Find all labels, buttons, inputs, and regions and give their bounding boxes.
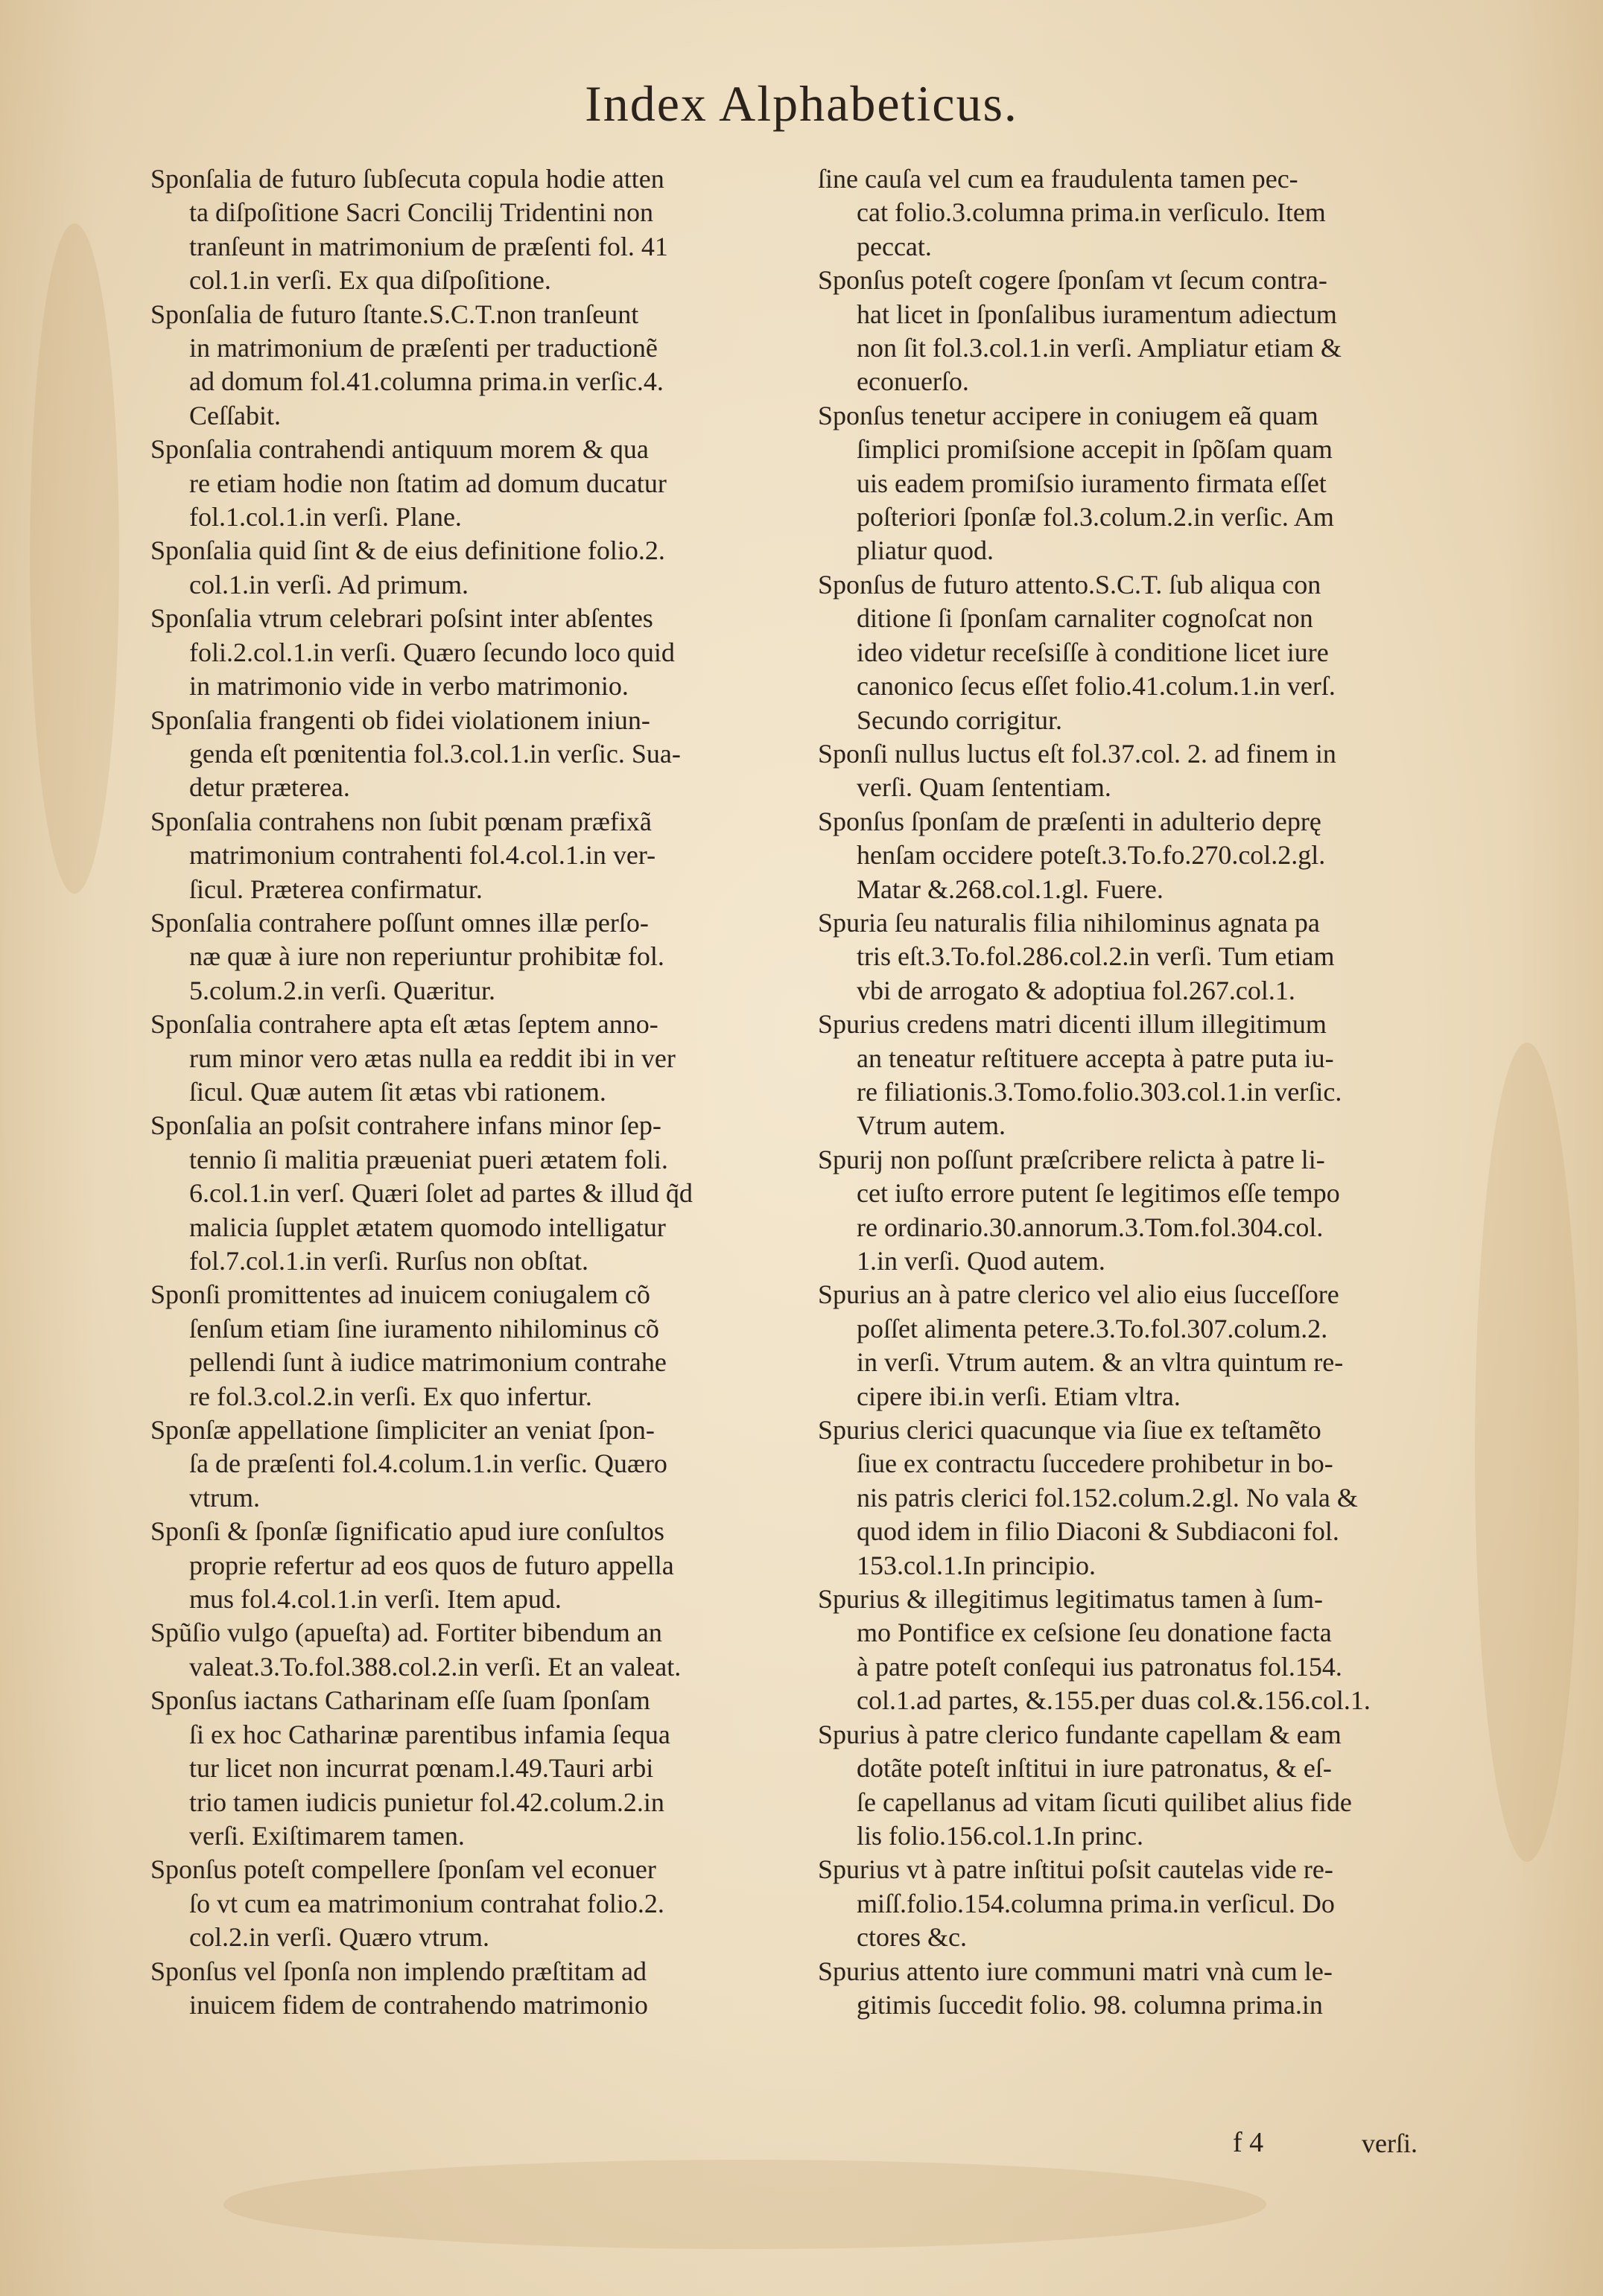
- entry-line: tur licet non incurrat pœnam.l.49.Tauri arbi: [189, 1753, 654, 1784]
- paper-stain: [30, 223, 119, 894]
- entry-line: col.1.in verſi. Ad primum.: [189, 569, 469, 600]
- entry-line: poſſet alimenta petere.3.To.fol.307.colum.2.: [857, 1313, 1328, 1343]
- entry-line: detur præterea.: [189, 772, 350, 803]
- entry-line: an teneatur reſtituere accepta à patre puta iu-: [857, 1043, 1334, 1073]
- index-entry: [150, 162, 787, 298]
- entry-line: ſicul. Præterea confirmatur.: [189, 874, 483, 904]
- index-entry: [818, 162, 1455, 264]
- index-entry: [818, 1008, 1455, 1143]
- entry-line: Sponſalia contrahere poſſunt omnes illæ perſo-: [150, 907, 649, 938]
- entry-line: Sponſi promittentes ad inuicem coniugalem cõ: [150, 1279, 650, 1310]
- entry-line: valeat.3.To.fol.388.col.2.in verſi. Et an valeat.: [189, 1651, 682, 1682]
- entry-line: nis patris clerici fol.152.colum.2.gl. No vala &: [857, 1482, 1358, 1513]
- index-entry: [150, 1955, 787, 2023]
- entry-line: Sponſi nullus luctus eſt fol.37.col. 2. ad finem in: [818, 738, 1336, 769]
- entry-line: ſo vt cum ea matrimonium contrahat folio.2.: [189, 1888, 664, 1918]
- index-entry: [818, 1143, 1455, 1279]
- entry-line: tennio ſi malitia præueniat pueri ætatem foli.: [189, 1144, 668, 1174]
- entry-line: Sponſalia an poſsit contrahere infans minor ſep-: [150, 1110, 661, 1141]
- entry-line: Secundo corrigitur.: [857, 705, 1062, 735]
- entry-line: dotãte poteſt inſtitui in iure patronatus, & eſ-: [857, 1753, 1332, 1784]
- entry-line: Spurius an à patre clerico vel alio eius ſucceſſore: [818, 1279, 1339, 1310]
- entry-line: peccat.: [857, 231, 932, 261]
- index-entry: [150, 1515, 787, 1616]
- index-entry: [150, 906, 787, 1008]
- left-column: [150, 162, 787, 2022]
- entry-line: re etiam hodie non ſtatim ad domum ducatur: [189, 468, 667, 498]
- entry-line: Spurius & illegitimus legitimatus tamen à ſum-: [818, 1584, 1323, 1615]
- index-entry: [150, 704, 787, 805]
- entry-line: ſicul. Quæ autem ſit ætas vbi rationem.: [189, 1076, 606, 1107]
- entry-line: 6.col.1.in verſ. Quæri ſolet ad partes & illud q̃d: [189, 1178, 693, 1209]
- index-entry: [150, 1616, 787, 1684]
- entry-line: gitimis ſuccedit folio. 98. columna prima.in: [857, 1989, 1323, 2020]
- entry-line: mo Pontifice ex ceſsione ſeu donatione facta: [857, 1618, 1332, 1648]
- entry-line: col.2.in verſi. Quæro vtrum.: [189, 1922, 489, 1953]
- entry-line: col.1.ad partes, &.155.per duas col.&.156.col.1.: [857, 1685, 1371, 1716]
- entry-line: Sponſus de futuro attento.S.C.T. ſub aliqua con: [818, 569, 1321, 600]
- entry-line: Ceſſabit.: [189, 400, 281, 430]
- entry-line: Sponſalia frangenti ob fidei violationem iniun-: [150, 705, 650, 735]
- entry-line: Spurius à patre clerico fundante capellam & eam: [818, 1719, 1342, 1749]
- entry-line: ſine cauſa vel cum ea fraudulenta tamen pec-: [818, 164, 1298, 194]
- entry-line: canonico ſecus eſſet folio.41.colum.1.in verſ.: [857, 671, 1336, 702]
- index-entry: [818, 1853, 1455, 1954]
- entry-line: Matar &.268.col.1.gl. Fuere.: [857, 874, 1164, 904]
- entry-line: Vtrum autem.: [857, 1110, 1006, 1141]
- entry-line: Spurij non poſſunt præſcribere relicta à patre li-: [818, 1144, 1325, 1174]
- index-entry: [818, 1583, 1455, 1718]
- entry-line: ſiue ex contractu ſuccedere prohibetur in bo-: [857, 1448, 1333, 1479]
- index-entry: [150, 602, 787, 703]
- entry-line: quod idem in filio Diaconi & Subdiaconi fol.: [857, 1516, 1339, 1547]
- entry-line: rum minor vero ætas nulla ea reddit ibi in ver: [189, 1043, 676, 1073]
- entry-line: cipere ibi.in verſi. Etiam vltra.: [857, 1381, 1181, 1411]
- entry-line: fol.7.col.1.in verſi. Rurſus non obſtat.: [189, 1246, 588, 1276]
- entry-line: uis eadem promiſsio iuramento firmata eſſet: [857, 468, 1327, 498]
- entry-line: verſi. Quam ſententiam.: [857, 772, 1111, 803]
- paper-stain: [1475, 1043, 1579, 1862]
- entry-line: ad domum fol.41.columna prima.in verſic.4.: [189, 366, 664, 397]
- entry-line: genda eſt pœnitentia fol.3.col.1.in verſic. Sua-: [189, 738, 681, 769]
- entry-line: verſi. Exiſtimarem tamen.: [189, 1820, 465, 1851]
- index-entry: [818, 805, 1455, 906]
- entry-line: re filiationis.3.Tomo.folio.303.col.1.in verſic.: [857, 1076, 1342, 1107]
- entry-line: Sponſalia vtrum celebrari poſsint inter abſentes: [150, 603, 653, 634]
- entry-line: Spurius attento iure communi matri vnà cum le-: [818, 1956, 1333, 1986]
- entry-line: Sponſi & ſponſæ ſignificatio apud iure conſultos: [150, 1516, 664, 1547]
- index-entry: [150, 298, 787, 433]
- entry-line: Spũſio vulgo (apueſta) ad. Fortiter bibendum an: [150, 1618, 662, 1648]
- index-entry: [150, 1278, 787, 1413]
- entry-line: pliatur quod.: [857, 535, 994, 566]
- entry-line: ſa de præſenti fol.4.colum.1.in verſic. Quæro: [189, 1448, 667, 1479]
- entry-line: henſam occidere poteſt.3.To.fo.270.col.2.gl.: [857, 840, 1326, 871]
- index-entry: [818, 264, 1455, 399]
- entry-line: Sponſus ſponſam de præſenti in adulterio deprę: [818, 806, 1321, 836]
- index-entry: [150, 1684, 787, 1853]
- paper-stain: [223, 2160, 1266, 2249]
- index-entry: [818, 1413, 1455, 1583]
- index-entry: [818, 399, 1455, 568]
- entry-line: ctores &c.: [857, 1922, 967, 1953]
- entry-line: cat folio.3.columna prima.in verſiculo. Item: [857, 197, 1326, 228]
- page-title: Index Alphabeticus.: [585, 75, 1018, 132]
- entry-line: Sponſalia contrahendi antiquum morem & qua: [150, 434, 649, 465]
- entry-line: ſe capellanus ad vitam ſicuti quilibet alius fide: [857, 1787, 1352, 1817]
- index-entry: [150, 1008, 787, 1109]
- entry-line: Sponſus poteſt compellere ſponſam vel econuer: [150, 1854, 656, 1885]
- entry-line: re ordinario.30.annorum.3.Tom.fol.304.col.: [857, 1212, 1324, 1242]
- entry-line: foli.2.col.1.in verſi. Quæro ſecundo loco quid: [189, 637, 675, 667]
- right-column: [818, 162, 1455, 2022]
- entry-line: inuicem fidem de contrahendo matrimonio: [189, 1989, 648, 2020]
- entry-line: næ quæ à iure non reperiuntur prohibitæ fol.: [189, 941, 664, 972]
- entry-line: 1.in verſi. Quod autem.: [857, 1246, 1105, 1276]
- entry-line: vbi de arrogato & adoptiua fol.267.col.1.: [857, 975, 1295, 1005]
- index-entry: [150, 1853, 787, 1954]
- entry-line: col.1.in verſi. Ex qua diſpoſitione.: [189, 265, 551, 296]
- index-entry: [818, 1955, 1455, 2023]
- entry-line: Sponſæ appellatione ſimpliciter an veniat ſpon-: [150, 1415, 655, 1446]
- entry-line: in verſi. Vtrum autem. & an vltra quintum re-: [857, 1347, 1344, 1378]
- index-entry: [150, 1413, 787, 1515]
- entry-line: 5.colum.2.in verſi. Quæritur.: [189, 975, 495, 1005]
- entry-line: Sponſus poteſt cogere ſponſam vt ſecum contra-: [818, 265, 1327, 296]
- entry-line: ta diſpoſitione Sacri Concilij Tridentini non: [189, 197, 653, 228]
- entry-line: in matrimonio vide in verbo matrimonio.: [189, 671, 629, 702]
- entry-line: Sponſalia contrahens non ſubit pœnam præfixã: [150, 806, 652, 836]
- entry-line: mus fol.4.col.1.in verſi. Item apud.: [189, 1584, 562, 1615]
- entry-line: Spurius vt à patre inſtitui poſsit cautelas vide re-: [818, 1854, 1333, 1885]
- entry-line: vtrum.: [189, 1482, 260, 1513]
- entry-line: non ſit fol.3.col.1.in verſi. Ampliatur etiam &: [857, 333, 1342, 363]
- entry-line: Sponſus iactans Catharinam eſſe ſuam ſponſam: [150, 1685, 650, 1716]
- entry-line: Sponſus vel ſponſa non implendo præſtitam ad: [150, 1956, 647, 1986]
- entry-line: Spurius clerici quacunque via ſiue ex teſtamẽto: [818, 1415, 1321, 1446]
- catchword: verſi.: [1362, 2128, 1418, 2158]
- entry-line: malicia ſupplet ætatem quomodo intelligatur: [189, 1212, 666, 1242]
- index-entry: [150, 1109, 787, 1278]
- entry-line: econuerſo.: [857, 366, 969, 397]
- entry-line: matrimonium contrahenti fol.4.col.1.in ver-: [189, 840, 656, 871]
- index-entry: [150, 433, 787, 534]
- entry-line: ſenſum etiam ſine iuramento nihilominus cõ: [189, 1313, 659, 1343]
- entry-line: Spuria ſeu naturalis filia nihilominus agnata pa: [818, 907, 1320, 938]
- entry-line: ſi ex hoc Catharinæ parentibus infamia ſequa: [189, 1719, 670, 1749]
- entry-line: trio tamen iudicis punietur fol.42.colum.2.in: [189, 1787, 664, 1817]
- entry-line: fol.1.col.1.in verſi. Plane.: [189, 502, 462, 532]
- entry-line: miſſ.folio.154.columna prima.in verſicul. Do: [857, 1888, 1335, 1918]
- entry-line: 153.col.1.In principio.: [857, 1550, 1096, 1580]
- entry-line: hat licet in ſponſalibus iuramentum adiectum: [857, 299, 1337, 329]
- index-entry: [818, 1718, 1455, 1854]
- entry-line: Sponſalia de futuro ſubſecuta copula hodie atten: [150, 164, 664, 194]
- index-entry: [818, 737, 1455, 805]
- entry-line: Sponſalia contrahere apta eſt ætas ſeptem anno-: [150, 1009, 658, 1040]
- signature-mark: f 4: [1233, 2127, 1264, 2158]
- entry-line: pellendi ſunt à iudice matrimonium contrahe: [189, 1347, 667, 1378]
- entry-line: ideo videtur receſsiſſe à conditione licet iure: [857, 637, 1329, 667]
- entry-line: Sponſalia de futuro ſtante.S.C.T.non tranſeunt: [150, 299, 639, 329]
- entry-line: poſteriori ſponſæ fol.3.colum.2.in verſic. Am: [857, 502, 1334, 532]
- index-entry: [818, 906, 1455, 1008]
- entry-line: Spurius credens matri dicenti illum illegitimum: [818, 1009, 1327, 1040]
- index-entry: [818, 568, 1455, 737]
- index-entry: [150, 534, 787, 602]
- entry-line: proprie refertur ad eos quos de futuro appella: [189, 1550, 674, 1580]
- entry-line: ditione ſi ſponſam carnaliter cognoſcat non: [857, 603, 1313, 634]
- entry-line: Sponſalia quid ſint & de eius definitione folio.2.: [150, 535, 665, 566]
- entry-line: in matrimonium de præſenti per traductionẽ: [189, 333, 658, 363]
- entry-line: ſimplici promiſsione accepit in ſpõſam quam: [857, 434, 1333, 465]
- entry-line: à patre poteſt conſequi ius patronatus fol.154.: [857, 1651, 1342, 1682]
- entry-line: lis folio.156.col.1.In princ.: [857, 1820, 1143, 1851]
- entry-line: Sponſus tenetur accipere in coniugem eã quam: [818, 400, 1318, 430]
- entry-line: tranſeunt in matrimonium de præſenti fol. 41: [189, 231, 668, 261]
- entry-line: tris eſt.3.To.fol.286.col.2.in verſi. Tum etiam: [857, 941, 1335, 972]
- entry-line: re fol.3.col.2.in verſi. Ex quo infertur.: [189, 1381, 592, 1411]
- index-entry: [818, 1278, 1455, 1413]
- index-entry: [150, 805, 787, 906]
- entry-line: cet iuſto errore putent ſe legitimos eſſe tempo: [857, 1178, 1340, 1209]
